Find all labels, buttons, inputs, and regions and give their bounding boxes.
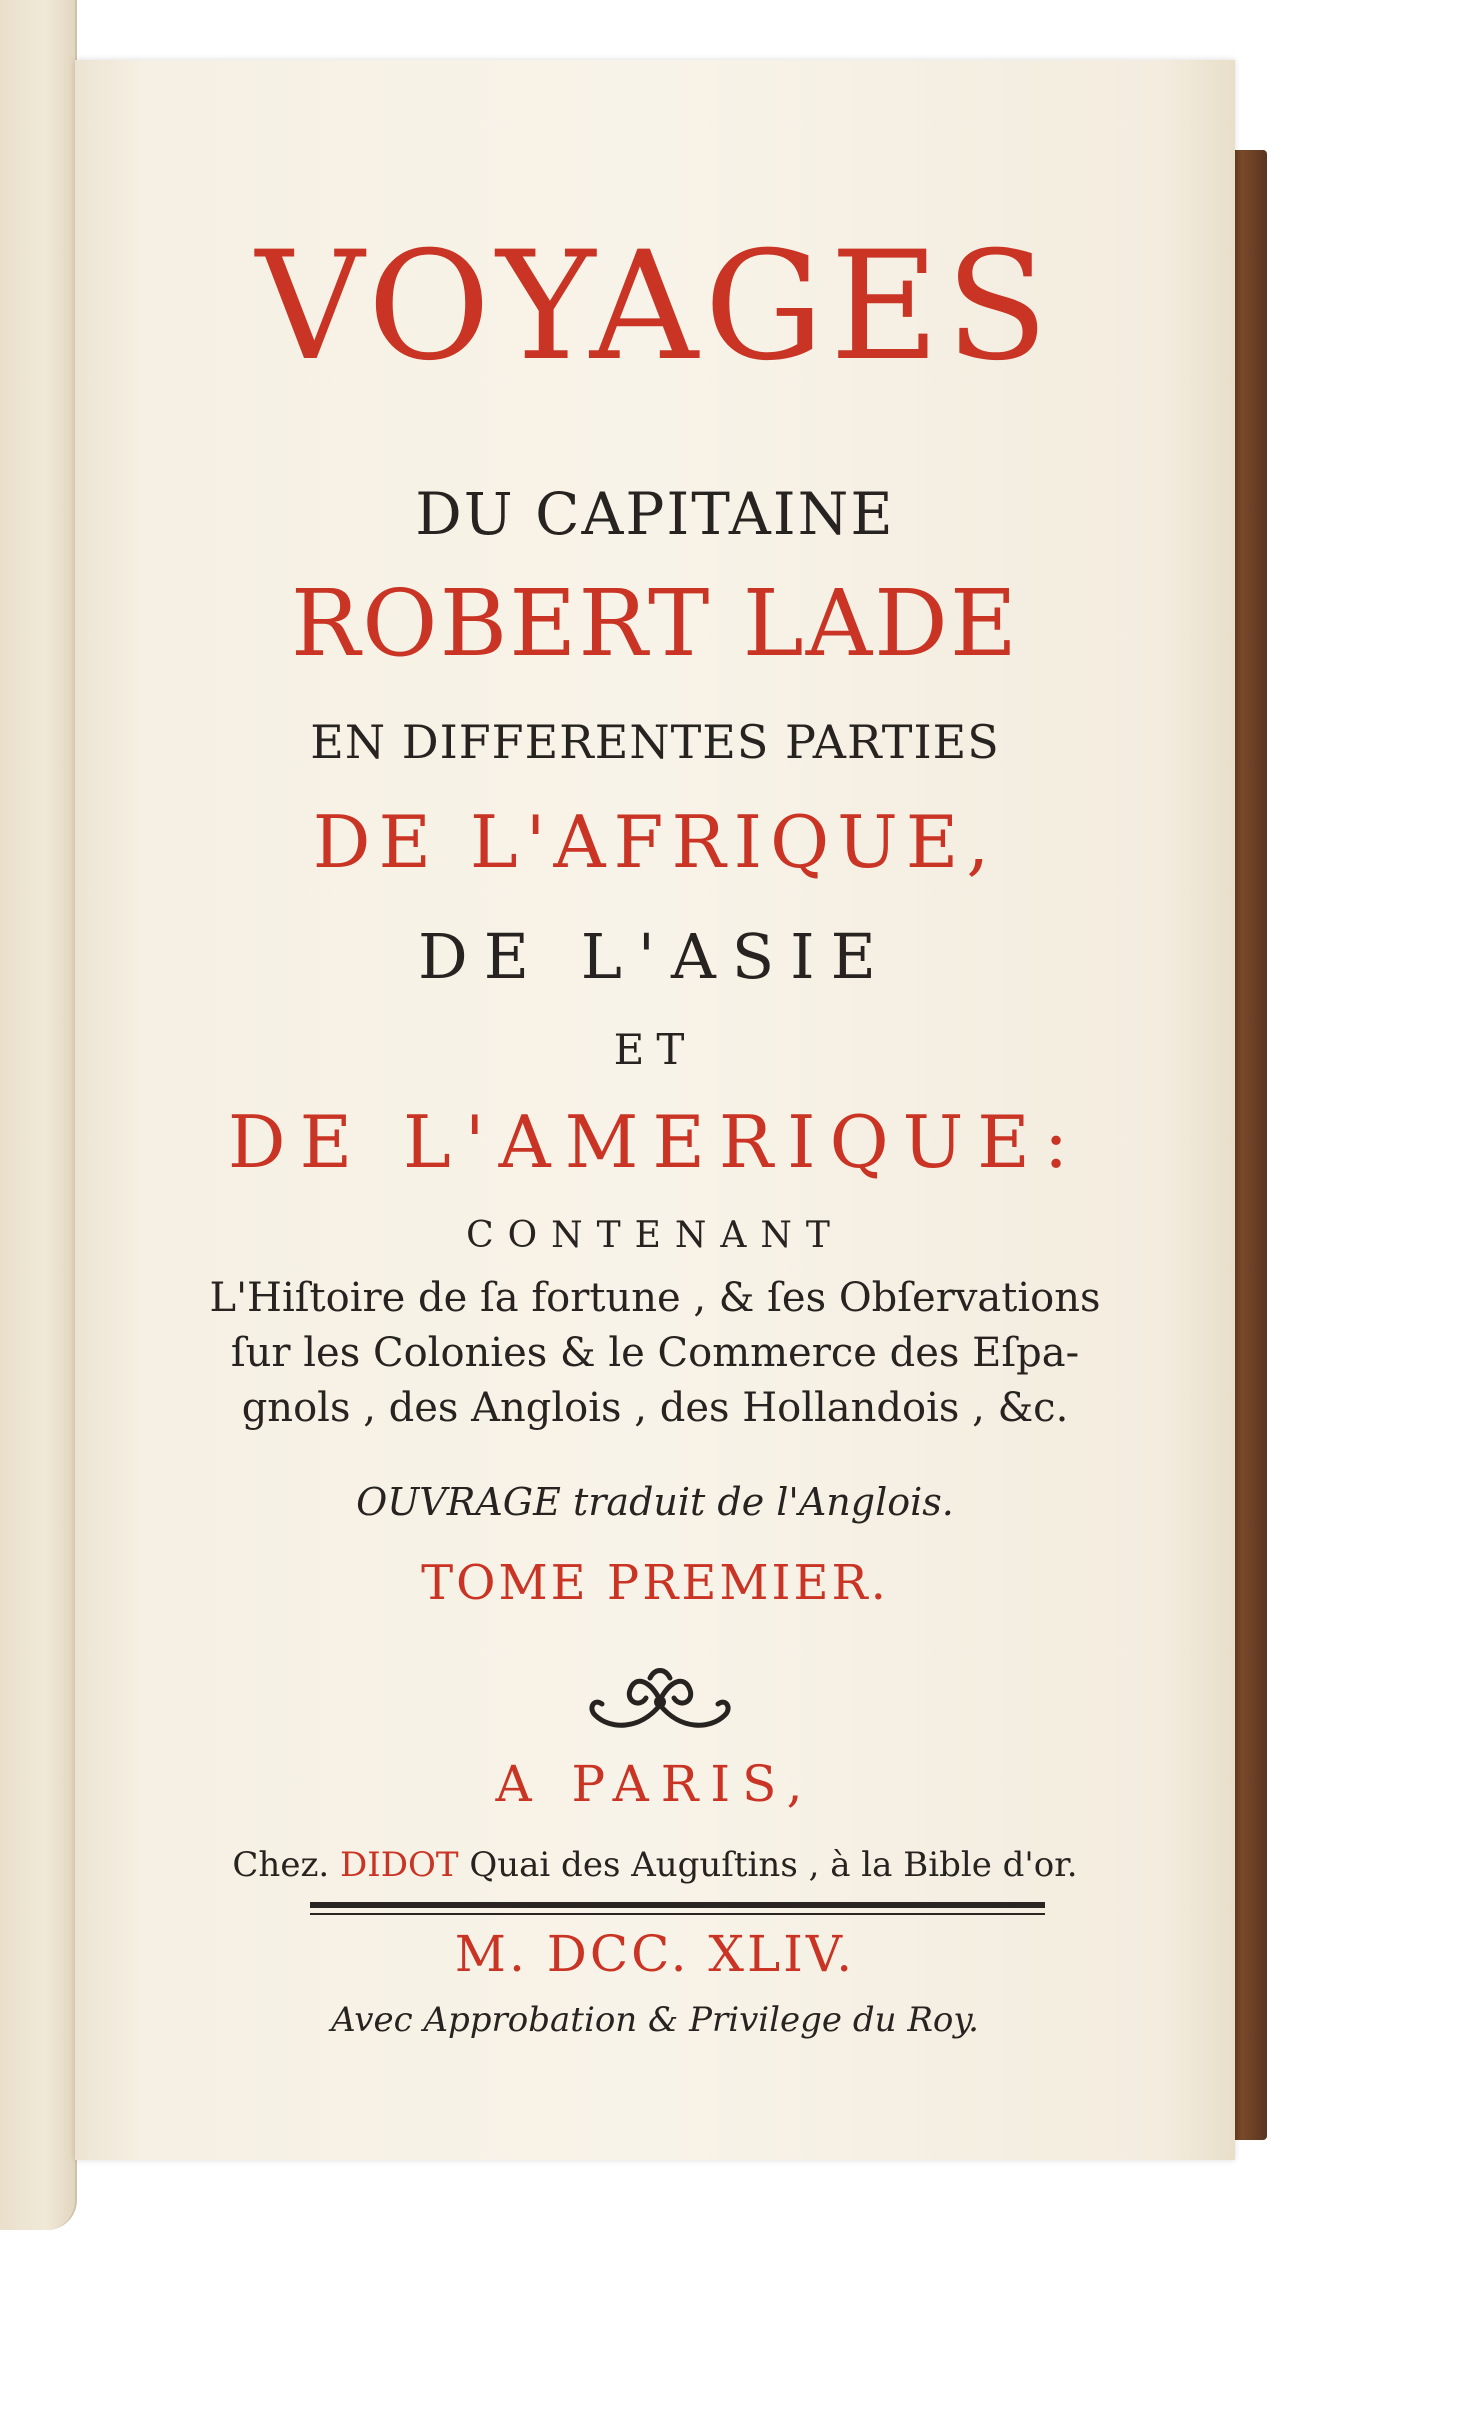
imprint-prefix: Chez. <box>232 1845 330 1885</box>
author-name: ROBERT LADE <box>290 570 1020 677</box>
contents-label: CONTENANT <box>466 1215 844 1256</box>
conjunction-et: ET <box>613 1025 697 1074</box>
subtitle-capitaine: DU CAPITAINE <box>415 480 895 548</box>
imprint-line <box>75 1845 1235 1885</box>
publisher-address: Quai des Auguſtins , à la Bible d'or. <box>469 1845 1078 1885</box>
subtitle-parties: EN DIFFERENTES PARTIES <box>310 715 1000 769</box>
title-page <box>75 60 1235 2160</box>
main-title: VOYAGES <box>255 220 1055 394</box>
divider-rule <box>310 1913 1045 1915</box>
description-line: L'Hiſtoire de ſa fortune , & ſes Obſervations <box>209 1275 1101 1321</box>
privilege-statement: Avec Approbation & Privilege du Roy. <box>331 2000 979 2040</box>
volume-label: TOME PREMIER. <box>421 1555 889 1611</box>
publication-date: M. DCC. XLIV. <box>454 1925 856 1983</box>
printer-ornament-icon <box>580 1660 740 1740</box>
region-amerique: DE L'AMERIQUE: <box>227 1100 1083 1184</box>
place-of-publication: A PARIS, <box>495 1755 815 1813</box>
description-line: gnols , des Anglois , des Hollandois , &c. <box>241 1385 1069 1431</box>
publisher-name: DIDOT <box>340 1845 459 1885</box>
region-asie: DE L'ASIE <box>418 920 892 993</box>
description-line: ſur les Colonies & le Commerce des Eſpa- <box>230 1330 1080 1376</box>
translation-note: OUVRAGE traduit de l'Anglois. <box>356 1480 954 1524</box>
region-afrique: DE L'AFRIQUE, <box>312 800 998 884</box>
left-page-edge <box>0 0 77 2230</box>
divider-rule <box>310 1902 1045 1908</box>
